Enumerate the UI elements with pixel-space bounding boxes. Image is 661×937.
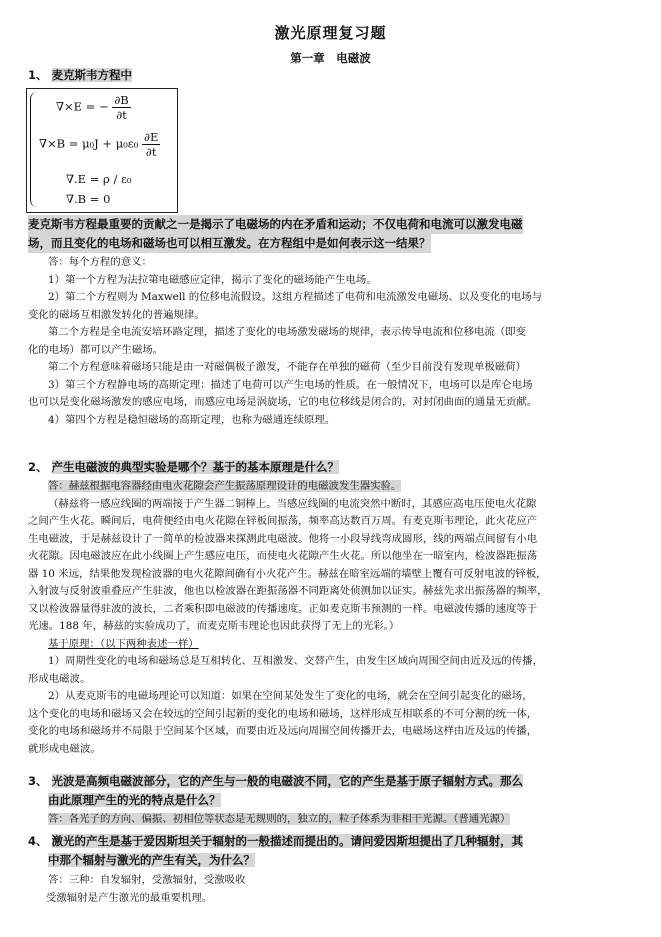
question-2-heading xyxy=(28,458,339,477)
equation-faraday: ∇×E = − $\frac{\partial B}{\partial t}$ xyxy=(56,93,129,122)
document-title: 激光原理复习题 xyxy=(274,24,387,42)
chapter-heading: 第一章 电磁波 xyxy=(290,51,371,65)
answer-1: 答：每个方程的意义： 1）第一个方程为法拉第电磁感应定律，揭示了变化的磁场能产生电场。 2）第二个方程则为 Maxwell 的位移电流假设。这组方程描述了电荷和电流激发电磁场、以及变化的电场与 变化的磁场互相激发转化的普遍规律。 第二个方程是全电流安培环路定理，描述了变化的电场激发磁场的规律，表示传导电流和位移电流（即变 化的电场）都可以产生磁场。 第二个方程意味着磁场只能是由一对磁偶极子激发，不能存在单独的磁荷（至少目前没有发现单极磁荷） 3）第三个方程静电场的高斯定理：描述了电荷可以产生电场的性质。在一般情况下，电场可以是库仑电场 也可以是变化磁场激发的感应电场，而感应电场是涡旋场，它的电位移线是闭合的，对封闭曲面的通量无贡献。 4）第四个方程是稳恒磁场的高斯定理，也称为磁通连续原理。 xyxy=(28,256,543,426)
answer-2: 答：赫兹根据电容器经由电火花隙会产生振荡原理设计的电磁波发生器实验。 （赫兹将一感应线圈的两端接于产生器二铜棒上。当感应线圈的电流突然中断时，其感应高电压使电火花隙 之间产生火花。瞬间后，电荷便经由电火花隙在锌板间振荡，频率高达数百万周。有麦克斯韦理论，此火花应产 生电磁波，于是赫兹设计了一简单的检波器来探测此电磁波。他将一小段导线弯成圆形，线的两端点间留有小电 火花隙。因电磁波应在此小线圈上产生感应电压，而使电火花隙产生火花。所以他坐在一暗室内，检波器距振荡 器 10 米远，结果他发现检波器的电火花隙间确有小火花产生。赫兹在暗室远端的墙壁上覆有可反射电波的锌板， 入射波与反射波重叠应产生驻波，他也以检波器在距振荡器不同距离处侦测加以证实。赫兹先求出振荡器的频率， 又以检波器量得驻波的波长，二者乘积即电磁波的传播速度。正如麦克斯韦预测的一样。电磁波传播的速度等于 光速。188 年，赫兹的实验成功了，而麦克斯韦理论也因此获得了无上的光彩。） 基于原理：（以下两种表述一样） 1）周期性变化的电场和磁场总是互相转化、互相激发、交替产生，由发生区域向周围空间由近及远的传播， 形成电磁波。 2）从麦克斯韦的电磁场理论可以知道：如果在空间某处发生了变化的电场，就会在空间引起变化的磁场， 这个变化的电场和磁场又会在较远的空间引起新的变化的电场和磁场，这样形成互相联系的不可分割的统一体， 变化的电场和磁场并不局限于空间某个区域，而要由近及远向周围空间传播开去，电磁场这样由近及远的传播， 就形成电磁波。 xyxy=(28,480,548,755)
question-number: 3、 xyxy=(28,774,48,788)
equation-ampere-maxwell: ∇×B = μ₀J + μ₀ε₀ $\frac{\partial E}{\partial t}$ xyxy=(39,130,159,159)
question-number: 4、 xyxy=(28,834,48,848)
answer-4: 答：三种：自发辐射，受激辐射，受激吸收 受激辐射是产生激光的最重要机理。 xyxy=(46,874,246,904)
question-1-body: 麦克斯韦方程最重要的贡献之一是揭示了电磁场的内在矛盾和运动；不仅电荷和电流可以激发电磁 场，而且变化的电场和磁场也可以相互激发。在方程组中是如何表示这一结果？ xyxy=(28,215,523,253)
question-3-heading: 3、 光波是高频电磁波部分，它的产生与一般的电磁波不同，它的产生是基于原子辐射方式。那么 由此原理产生的光的特点是什么？ xyxy=(28,774,524,807)
question-number: 2、 xyxy=(28,460,48,474)
equation-gauss-electric: ∇.E = ρ / ε₀ xyxy=(66,172,132,186)
fraction: $\frac{\partial E}{\partial t}$ xyxy=(144,130,159,159)
left-brace xyxy=(30,92,37,207)
answer-3: 答：各光子的方向、偏振、初相位等状态是无规则的，独立的，粒子体系为非相干光源。（普通光源） xyxy=(48,813,511,825)
question-number: 1、 xyxy=(28,68,48,82)
equation-gauss-magnetic: ∇.B = 0 xyxy=(66,192,111,206)
question-text: 麦克斯韦方程中 xyxy=(51,68,133,82)
principle-label: 基于原理：（以下两种表述一样） xyxy=(48,637,199,650)
question-4-heading: 4、 激光的产生是基于爱因斯坦关于辐射的一般描述而提出的。请问爱因斯坦提出了几种辐射，其 中那个辐射与激光的产生有关，为什么？ xyxy=(28,834,524,867)
question-text: 产生电磁波的典型实验是哪个？基于的基本原理是什么？ xyxy=(51,460,340,474)
question-1-heading xyxy=(28,66,132,85)
fraction: $\frac{\partial B}{\partial t}$ xyxy=(114,93,129,122)
